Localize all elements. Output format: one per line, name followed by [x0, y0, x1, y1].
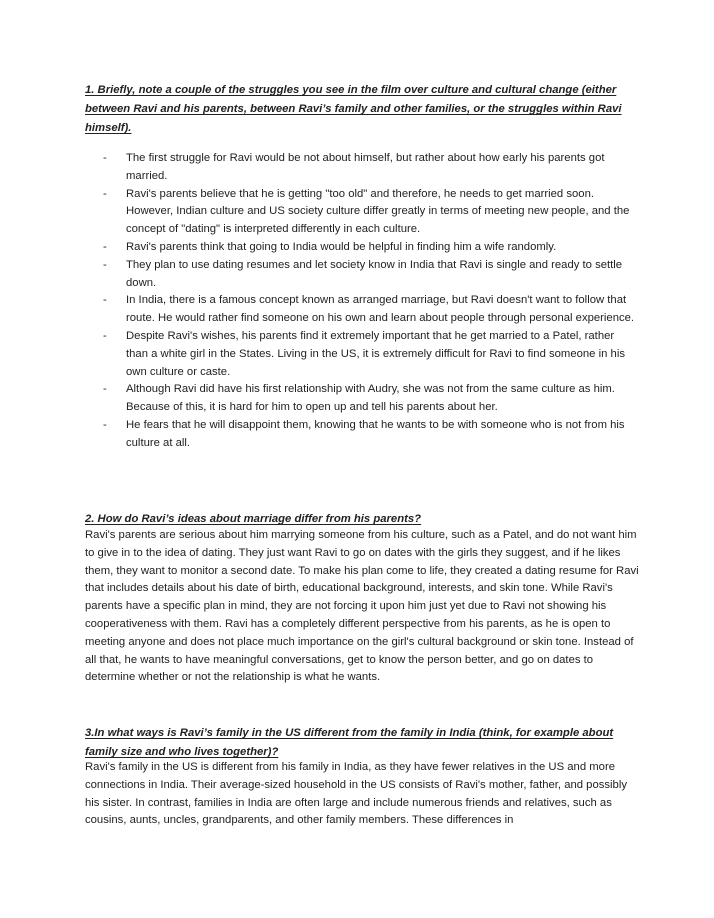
bullet-item: - Ravi's parents think that going to India would be helpful in finding him a wife randomly.	[85, 239, 635, 257]
bullet-item: - Ravi's parents believe that he is getting "too old" and therefore, he needs to get married soon. However, Indian culture and US society culture differ greatly in terms of meeting new people, and the concept of "dating" is interpreted differently in each culture.	[85, 186, 635, 239]
bullet-item: - He fears that he will disappoint them, knowing that he wants to be with someone who is not from his culture at all.	[85, 417, 635, 453]
question-3-heading-text: 3.In what ways is Ravi’s family in the US different from the family in India (think, for example about family size and who lives together)?	[85, 727, 614, 758]
question-1-bullet-list	[85, 150, 635, 453]
bullet-item: - In India, there is a famous concept known as arranged marriage, but Ravi doesn't want to follow that route. He would rather find someone on his own and learn about people through personal experience.	[85, 292, 635, 328]
question-2-answer: Ravi's parents are serious about him marrying someone from his culture, such as a Patel, and do not want him to give in to the idea of dating. They just want Ravi to go on dates with the girls they suggest, and if he likes them, they want to monitor a second date. To make his plan come to life, they created a dating resume for Ravi that includes details about his date of birth, educational background, interests, and skin tone. While Ravi's parents have a specific plan in mind, they are not forcing it upon him just yet due to Ravi not showing his cooperativeness with them. Ravi has a completely different perspective from his parents, as he is open to meeting anyone and does not place much importance on the girl's cultural background or skin tone. Instead of all that, he wants to have meaningful conversations, get to know the person better, and go on dates to determine whether or not the relationship is what he wants.	[85, 529, 639, 684]
bullet-item: - The first struggle for Ravi would be not about himself, but rather about how early his parents got married.	[85, 150, 635, 186]
question-1-heading-text: 1. Briefly, note a couple of the struggles you see in the film over culture and cultural change (either between Ravi and his parents, between Ravi’s family and other families, or the struggles within Ravi himself).	[85, 84, 622, 134]
question-1-heading	[85, 81, 635, 138]
question-3-answer: Ravi's family in the US is different from his family in India, as they have fewer relatives in the US and more connections in India. Their average-sized household in the US consists of Ravi's mother, father, and possibly his sister. In contrast, families in India are often large and include numerous friends and relatives, such as cousins, aunts, uncles, grandparents, and other family members. These differences in	[85, 761, 627, 827]
question-2-heading-text: 2. How do Ravi’s ideas about marriage differ from his parents?	[85, 513, 422, 525]
bullet-item: - Despite Ravi's wishes, his parents find it extremely important that he get married to a Patel, rather than a white girl in the States. Living in the US, it is extremely difficult for Ravi to find someone in his own culture or caste.	[85, 328, 635, 381]
bullet-item: - They plan to use dating resumes and let society know in India that Ravi is single and ready to settle down.	[85, 257, 635, 293]
bullet-item: - Although Ravi did have his first relationship with Audry, she was not from the same culture as him. Because of this, it is hard for him to open up and tell his parents about her.	[85, 381, 635, 417]
question-3-heading	[85, 724, 635, 762]
